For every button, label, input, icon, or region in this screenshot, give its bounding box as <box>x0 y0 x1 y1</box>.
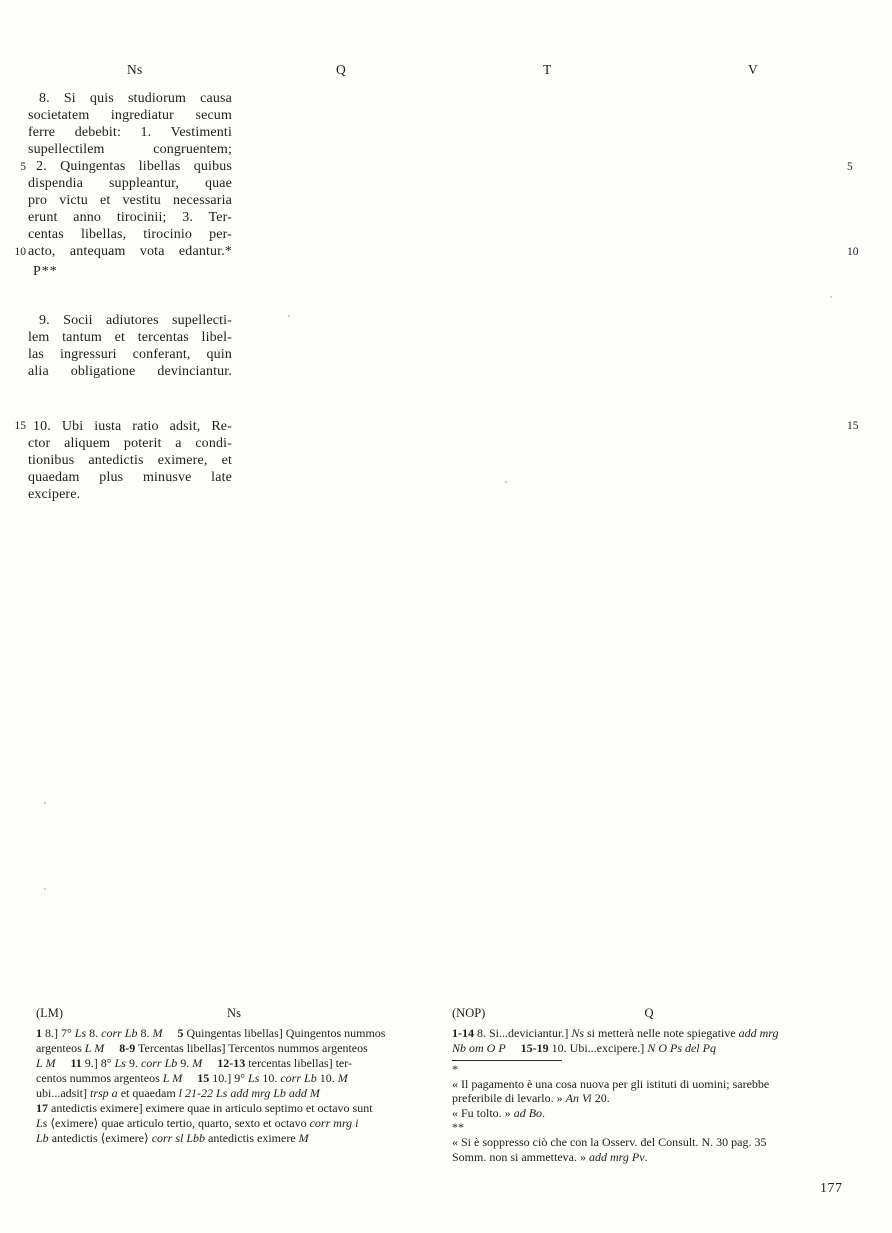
text-line: ctor aliquem poterit a condi- <box>28 436 232 451</box>
apparatus-line: preferibile di levarlo. » An Vi 20. <box>452 1091 610 1106</box>
line-number-left-10: 10 <box>14 246 26 258</box>
text-line: supellectilem congruentem; <box>28 142 232 157</box>
line-number-left-5: 5 <box>20 161 26 173</box>
page-number: 177 <box>820 1181 843 1196</box>
apparatus-right-witness: Q <box>644 1006 654 1020</box>
apparatus-line: « Si è soppresso ciò che con la Osserv. del Consult. N. 30 pag. 35 <box>452 1134 767 1149</box>
apparatus-line: L M 11 9.] 8° Ls 9. corr Lb 9. M 12-13 tercentas libellas] ter- <box>36 1056 352 1070</box>
apparatus-line: 17 antedictis eximere] eximere quae in articulo septimo et octavo sunt <box>36 1101 373 1115</box>
line-number-right-15: 15 <box>847 420 859 432</box>
text-line: dispendia suppleantur, quae <box>28 176 232 191</box>
scan-speck <box>288 315 290 317</box>
apparatus-line: ubi...adsit] trsp a et quaedam l 21-22 Ls add mrg Lb add M <box>36 1086 320 1100</box>
paragraph-8 <box>28 90 232 260</box>
text-line: lem tantum et tercentas libel- <box>28 330 232 345</box>
text-line: alia obligatione devinciantur. <box>28 364 232 379</box>
apparatus-right-entries <box>452 1026 846 1056</box>
running-head-q: Q <box>336 62 347 77</box>
running-head-t: T <box>543 62 552 77</box>
line-number-right-5: 5 <box>847 161 853 173</box>
apparatus-line: ** <box>452 1120 464 1135</box>
text-line: erunt anno tirocinii; 3. Ter- <box>28 210 232 225</box>
text-line: ferre debebit: 1. Vestimenti <box>28 125 232 140</box>
apparatus-line: 1-14 8. Si...deviciantur.] Ns si metterà nelle note spiegative add mrg <box>452 1026 779 1040</box>
p-witness-note: P** <box>33 264 58 279</box>
text-line: quaedam plus minusve late <box>28 470 232 485</box>
apparatus-right <box>452 1006 846 1164</box>
line-number-left-15: 15 <box>14 420 26 432</box>
apparatus-line: Ls ⟨eximere⟩ quae articulo tertio, quarto, sexto et octavo corr mrg i <box>36 1116 359 1130</box>
apparatus-line: Nb om O P 15-19 10. Ubi...excipere.] N O Ps del Pq <box>452 1041 716 1055</box>
scan-speck <box>505 481 507 483</box>
footnotes <box>452 1062 846 1164</box>
apparatus-left-group: (LM) <box>36 1006 64 1020</box>
text-line: las ingressuri conferant, quin <box>28 347 232 362</box>
apparatus-right-header <box>452 1006 846 1026</box>
apparatus-line: * <box>452 1062 458 1076</box>
paragraph-9 <box>28 312 232 380</box>
apparatus-left-header <box>36 1006 432 1026</box>
paragraph-10 <box>28 418 232 503</box>
apparatus-left-witness: Ns <box>227 1006 241 1020</box>
text-line: 8. Si quis studiorum causa <box>39 91 232 106</box>
text-line: pro victu et vestitu necessaria <box>28 193 232 208</box>
text-line: centas libellas, tirocinio per- <box>28 227 232 242</box>
apparatus-line: « Il pagamento è una cosa nuova per gli istituti di uomini; sarebbe <box>452 1076 770 1091</box>
apparatus-line: Lb antedictis ⟨eximere⟩ corr sl Lbb antedictis eximere M <box>36 1131 309 1145</box>
footnote-rule <box>452 1060 562 1061</box>
apparatus-line: centos nummos argenteos L M 15 10.] 9° Ls 10. corr Lb 10. M <box>36 1071 348 1085</box>
text-line: acto, antequam vota edantur.* <box>28 244 232 259</box>
text-line: tionibus antedictis eximere, et <box>28 453 232 468</box>
scan-speck <box>44 802 46 804</box>
apparatus-line: 1 8.] 7° Ls 8. corr Lb 8. M 5 Quingentas libellas] Quingentos nummos <box>36 1026 386 1040</box>
apparatus-left <box>36 1006 432 1146</box>
apparatus-line: « Fu tolto. » ad Bo. <box>452 1105 546 1120</box>
running-head-v: V <box>748 62 759 77</box>
text-line: excipere. <box>28 487 81 502</box>
apparatus-right-group: (NOP) <box>452 1006 486 1020</box>
text-line: 10. Ubi iusta ratio adsit, Re- <box>33 419 232 434</box>
text-line: 9. Socii adiutores supellecti- <box>39 313 232 328</box>
text-line: societatem ingrediatur secum <box>28 108 232 123</box>
line-number-right-10: 10 <box>847 246 859 258</box>
running-head-ns: Ns <box>127 62 143 77</box>
scan-speck <box>44 888 46 890</box>
text-line: 2. Quingentas libellas quibus <box>36 159 232 174</box>
apparatus-line: argenteos L M 8-9 Tercentas libellas] Tercentos nummos argenteos <box>36 1041 368 1055</box>
apparatus-line: Somm. non si ammetteva. » add mrg Pv. <box>452 1149 648 1164</box>
scan-speck <box>830 296 832 298</box>
apparatus-left-entries <box>36 1026 432 1146</box>
